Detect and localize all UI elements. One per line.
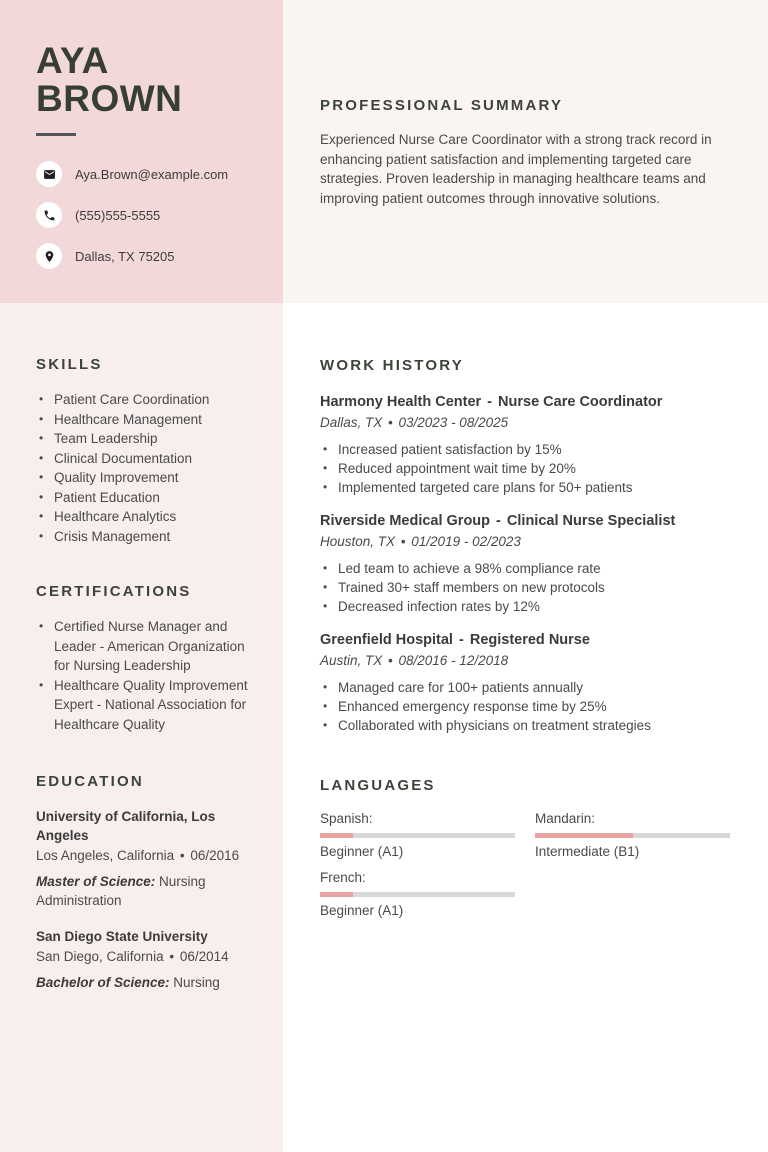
dash-separator: - bbox=[483, 394, 497, 410]
bullet-separator: • bbox=[397, 534, 410, 549]
job-bullet: • Collaborated with physicians on treatment strategies bbox=[320, 716, 730, 735]
job-bullet: • Reduced appointment wait time by 20% bbox=[320, 459, 730, 478]
envelope-icon bbox=[36, 161, 62, 187]
job-dates: 01/2019 - 02/2023 bbox=[411, 534, 521, 549]
skill-item: • Team Leadership bbox=[36, 429, 257, 449]
language-entry bbox=[320, 870, 515, 918]
work-history-heading: WORK HISTORY bbox=[320, 357, 464, 374]
job-bullets bbox=[320, 559, 730, 616]
language-progress-bar bbox=[535, 833, 730, 838]
job-company: Greenfield Hospital bbox=[320, 632, 453, 648]
bullet-separator: • bbox=[384, 653, 397, 668]
job-dates: 03/2023 - 08/2025 bbox=[398, 415, 509, 430]
job-location: Austin, TX bbox=[320, 653, 383, 668]
language-name: French: bbox=[320, 870, 366, 885]
job-meta bbox=[320, 534, 730, 549]
education-meta bbox=[36, 947, 257, 966]
language-entry bbox=[535, 811, 730, 859]
education-meta bbox=[36, 846, 257, 865]
degree-name: Master of Science: bbox=[36, 874, 156, 889]
job-meta bbox=[320, 415, 730, 430]
job-entry bbox=[320, 512, 730, 616]
contact-phone-text: (555)555-5555 bbox=[75, 207, 161, 223]
job-location: Houston, TX bbox=[320, 534, 396, 549]
job-company: Harmony Health Center bbox=[320, 394, 482, 410]
language-level: Beginner (A1) bbox=[320, 844, 404, 859]
professional-summary-heading: PROFESSIONAL SUMMARY bbox=[320, 97, 564, 114]
skill-item: • Healthcare Management bbox=[36, 410, 257, 430]
bullet-separator: • bbox=[176, 848, 189, 863]
sidebar-body bbox=[0, 303, 283, 1152]
main-body bbox=[283, 303, 768, 1152]
education-degree bbox=[36, 872, 257, 910]
skills-list bbox=[36, 390, 257, 546]
job-role: Nurse Care Coordinator bbox=[498, 394, 663, 410]
job-bullet: • Increased patient satisfaction by 15% bbox=[320, 440, 730, 459]
job-bullet: • Trained 30+ staff members on new protocols bbox=[320, 578, 730, 597]
contact-phone bbox=[36, 202, 257, 228]
certification-item: • Certified Nurse Manager and Leader - American Organization for Nursing Leadership bbox=[36, 617, 257, 676]
candidate-name bbox=[36, 42, 257, 117]
job-bullet: • Managed care for 100+ patients annually bbox=[320, 678, 730, 697]
job-dates: 08/2016 - 12/2018 bbox=[398, 653, 509, 668]
job-bullet: • Led team to achieve a 98% compliance rate bbox=[320, 559, 730, 578]
bullet-separator: • bbox=[384, 415, 397, 430]
certifications-list bbox=[36, 617, 257, 734]
language-entry bbox=[320, 811, 515, 859]
name-underline bbox=[36, 133, 76, 136]
location-pin-icon bbox=[36, 243, 62, 269]
skill-item: • Crisis Management bbox=[36, 527, 257, 547]
skills-heading: SKILLS bbox=[36, 356, 103, 373]
job-bullet: • Decreased infection rates by 12% bbox=[320, 597, 730, 616]
candidate-first-name: AYA bbox=[36, 40, 109, 81]
sidebar-header bbox=[0, 0, 283, 303]
work-history-section bbox=[320, 357, 730, 735]
degree-name: Bachelor of Science: bbox=[36, 975, 170, 990]
certifications-section bbox=[36, 583, 257, 734]
job-entry bbox=[320, 393, 730, 497]
language-level: Intermediate (B1) bbox=[535, 844, 640, 859]
education-school: San Diego State University bbox=[36, 929, 208, 944]
education-location: San Diego, California bbox=[36, 949, 164, 964]
languages-heading: LANGUAGES bbox=[320, 777, 436, 794]
job-role: Clinical Nurse Specialist bbox=[506, 513, 676, 529]
language-name: Spanish: bbox=[320, 811, 373, 826]
phone-icon bbox=[36, 202, 62, 228]
job-meta bbox=[320, 653, 730, 668]
language-progress-bar bbox=[320, 833, 515, 838]
job-title bbox=[320, 393, 730, 412]
main-column bbox=[283, 0, 768, 1152]
certifications-heading: CERTIFICATIONS bbox=[36, 583, 192, 600]
education-heading: EDUCATION bbox=[36, 773, 144, 790]
job-title bbox=[320, 512, 730, 531]
contact-location bbox=[36, 243, 257, 269]
skill-item: • Patient Education bbox=[36, 488, 257, 508]
language-level: Beginner (A1) bbox=[320, 903, 404, 918]
skill-item: • Quality Improvement bbox=[36, 468, 257, 488]
languages-section bbox=[320, 777, 730, 918]
dash-separator: - bbox=[492, 513, 505, 529]
education-date: 06/2016 bbox=[190, 848, 240, 863]
bullet-separator: • bbox=[165, 949, 178, 964]
job-title bbox=[320, 631, 730, 650]
job-bullets bbox=[320, 440, 730, 497]
languages-grid bbox=[320, 811, 730, 918]
job-entry bbox=[320, 631, 730, 735]
degree-field: Nursing bbox=[169, 975, 220, 990]
job-bullet: • Implemented targeted care plans for 50+ patients bbox=[320, 478, 730, 497]
sidebar bbox=[0, 0, 283, 1152]
education-entry bbox=[36, 927, 257, 992]
job-role: Registered Nurse bbox=[469, 632, 590, 648]
job-bullet: • Enhanced emergency response time by 25% bbox=[320, 697, 730, 716]
dash-separator: - bbox=[454, 632, 468, 648]
education-location: Los Angeles, California bbox=[36, 848, 175, 863]
skill-item: • Clinical Documentation bbox=[36, 449, 257, 469]
education-entry bbox=[36, 807, 257, 910]
education-date: 06/2014 bbox=[179, 949, 229, 964]
job-location: Dallas, TX bbox=[320, 415, 383, 430]
degree-field: Nursing Administration bbox=[36, 874, 206, 908]
skill-item: • Healthcare Analytics bbox=[36, 507, 257, 527]
education-section bbox=[36, 773, 257, 992]
certification-item: • Healthcare Quality Improvement Expert - National Association for Healthcare Quality bbox=[36, 676, 257, 735]
professional-summary-text: Experienced Nurse Care Coordinator with a strong track record in enhancing patient satisfaction and implementing targeted care strategies. Proven leadership in managing healthcare teams and improving patient outcomes through innovative solutions. bbox=[320, 132, 712, 206]
contact-list bbox=[36, 161, 257, 269]
job-bullets bbox=[320, 678, 730, 735]
education-school: University of California, Los Angeles bbox=[36, 809, 216, 843]
candidate-last-name: BROWN bbox=[36, 77, 183, 119]
language-progress-fill bbox=[320, 892, 353, 897]
skill-item: • Patient Care Coordination bbox=[36, 390, 257, 410]
contact-location-text: Dallas, TX 75205 bbox=[75, 248, 175, 264]
contact-email-text: Aya.Brown@example.com bbox=[75, 166, 229, 182]
education-degree bbox=[36, 973, 257, 992]
jobs-list bbox=[320, 393, 730, 735]
language-progress-fill bbox=[535, 833, 633, 838]
job-company: Riverside Medical Group bbox=[320, 513, 491, 529]
language-progress-bar bbox=[320, 892, 515, 897]
contact-email bbox=[36, 161, 257, 187]
language-progress-fill bbox=[320, 833, 353, 838]
language-name: Mandarin: bbox=[535, 811, 596, 826]
skills-section bbox=[36, 356, 257, 546]
professional-summary-section bbox=[283, 0, 768, 303]
